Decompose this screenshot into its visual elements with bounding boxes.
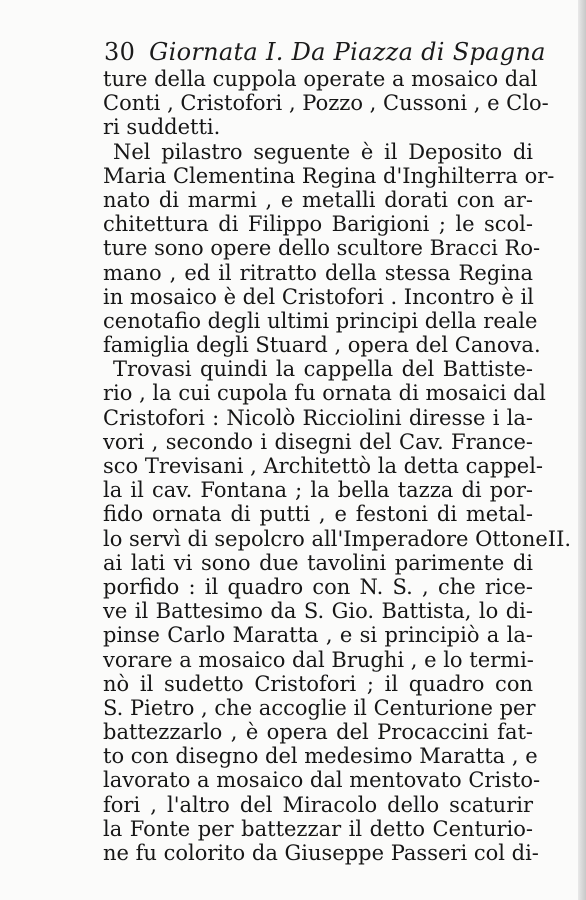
- text-line: rio , la cui cupola fu ornata di mosaici dal: [103, 381, 546, 406]
- text-line: mano , ed il ritratto della stessa Regina: [103, 260, 533, 285]
- text-line: cenotafio degli ultimi principi della reale: [103, 308, 538, 333]
- text-line: sco Trevisani , Architettò la detta cappel-: [103, 454, 544, 478]
- text-line: Maria Clementina Regina d'Inghilterra or-: [103, 163, 555, 188]
- text-line: nato di marmi , e metalli dorati con ar-: [103, 187, 533, 212]
- text-line: ve il Battesimo da S. Gio. Battista, lo di-: [103, 599, 533, 624]
- text-line: vori , secondo i disegni del Cav. France-: [103, 429, 533, 454]
- text-line: ture della cuppola operate a mosaico dal: [103, 67, 538, 91]
- text-line: Cristofori : Nicolò Ricciolini diresse i la-: [103, 405, 533, 430]
- running-title: Giornata I. Da Piazza di Spagna: [149, 38, 546, 66]
- text-line: fido ornata di putti , e festoni di metal-: [103, 502, 533, 527]
- text-line: lavorato a mosaico dal mentovato Cristo-: [103, 768, 541, 793]
- text-line: lo servì di sepolcro all'Imperadore OttoneII.: [103, 526, 572, 551]
- text-line: battezzarlo , è opera del Procaccini fat-: [103, 720, 533, 745]
- text-line: ai lati vi sono due tavolini parimente di: [103, 550, 533, 575]
- text-line: vorare a mosaico dal Brughi , e lo termi-: [103, 647, 534, 672]
- text-line: in mosaico è del Cristofori . Incontro è il: [103, 284, 534, 309]
- text-line: ture sono opere dello scultore Bracci Ro-: [103, 236, 541, 261]
- text-line: famiglia degli Stuard , opera del Canova.: [103, 333, 541, 358]
- page-edge-shadow: [578, 0, 586, 900]
- body-text: [103, 67, 572, 865]
- text-line: to con disegno del medesimo Maratta , e: [103, 744, 538, 769]
- text-line: ne fu colorito da Giuseppe Passeri col di-: [103, 841, 539, 865]
- text-line: Trovasi quindi la cappella del Battiste-: [113, 357, 533, 382]
- text-line: Nel pilastro seguente è il Deposito di: [113, 139, 533, 164]
- running-header: [104, 38, 544, 66]
- text-line: chitettura di Filippo Barigioni ; le scol-: [103, 212, 533, 237]
- text-line: nò il sudetto Cristofori ; il quadro con: [103, 671, 533, 696]
- text-line: la Fonte per battezzar il detto Centurio-: [103, 816, 533, 841]
- text-line: fori , l'altro del Miracolo dello scaturir: [103, 792, 533, 817]
- text-line: porfido : il quadro con N. S. , che rice-: [103, 574, 533, 599]
- text-line: pinse Carlo Maratta , e si principiò a la-: [103, 623, 533, 648]
- page-number: 30: [104, 38, 136, 66]
- bleed-through-text: [112, 836, 522, 860]
- text-line: la il cav. Fontana ; la bella tazza di por-: [103, 478, 533, 503]
- text-line: ri suddetti.: [103, 115, 221, 140]
- text-line: Conti , Cristofori , Pozzo , Cussoni , e Clo-: [103, 91, 549, 116]
- text-line: S. Pietro , che accoglie il Centurione per: [103, 695, 536, 720]
